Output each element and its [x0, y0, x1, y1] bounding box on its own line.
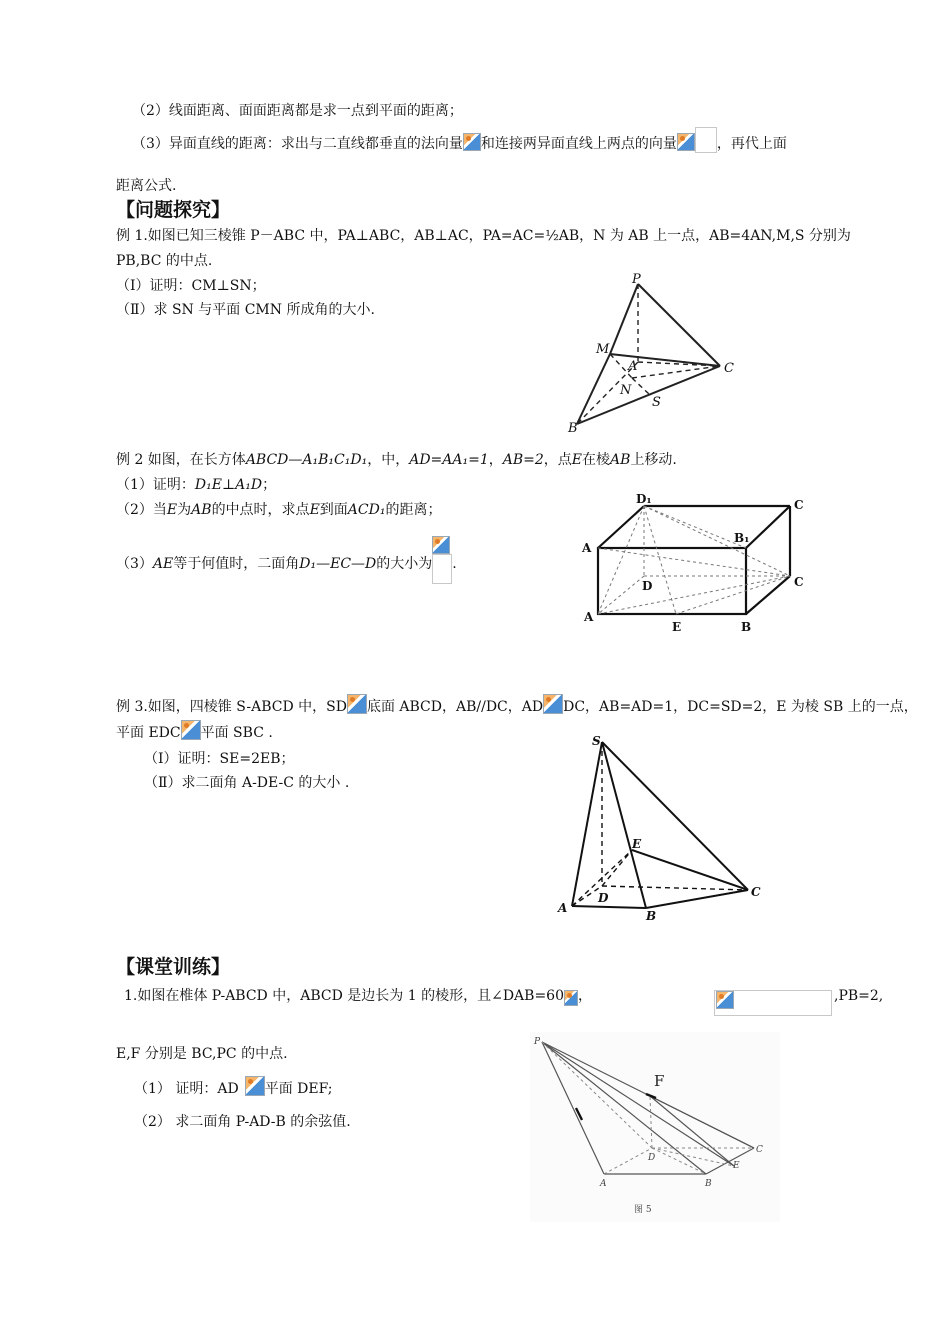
math-segment: E — [571, 452, 583, 468]
text-segment: 等于何值时，二面角 — [173, 556, 300, 572]
image-placeholder — [695, 127, 717, 153]
vertex-label: C — [794, 498, 804, 512]
broken-image-icon — [716, 991, 734, 1009]
math-segment: AD=AA₁=1 — [409, 452, 489, 468]
text-line — [116, 475, 276, 495]
section-title: 【课堂训练】 — [116, 956, 231, 978]
text-line: （Ⅱ）求二面角 A-DE-C 的大小 . — [144, 775, 350, 791]
math-segment: AB — [191, 502, 212, 518]
vertex-label: P — [534, 1037, 541, 1047]
text-line: E,F 分别是 BC,PC 的中点. — [116, 1046, 288, 1062]
broken-image-icon — [347, 694, 367, 714]
vertex-label: E — [672, 620, 682, 634]
text-line: 例 1.如图已知三棱锥 P－ABC 中，PA⊥ABC，AB⊥AC，PA=AC=½AB，N 为 AB 上一点，AB=4AN,M,S 分别为 — [116, 228, 851, 244]
text-segment: 为 — [177, 502, 192, 518]
figure-caption: 图 5 — [634, 1205, 652, 1215]
broken-image-icon — [181, 720, 201, 740]
text-segment: （3） — [116, 556, 153, 572]
vertex-label: D — [642, 579, 653, 593]
text-segment: 在棱 — [582, 452, 611, 468]
text-line: （Ⅱ）求 SN 与平面 CMN 所成角的大小. — [116, 302, 375, 318]
text-segment: 到面 — [319, 502, 348, 518]
text-segment: 例 3.如图，四棱锥 S-ABCD 中，SD — [116, 699, 347, 715]
text-segment: 上移动. — [630, 452, 677, 468]
text-segment: ； — [262, 477, 277, 493]
broken-image-icon — [543, 694, 563, 714]
text-line — [116, 694, 918, 717]
text-line: PB,BC 的中点. — [116, 253, 213, 269]
broken-image-icon — [677, 133, 695, 151]
text-segment: . — [452, 556, 457, 572]
text-line: （Ⅰ）证明：SE=2EB； — [144, 751, 295, 767]
math-segment: D₁E⊥A₁D — [194, 477, 263, 493]
broken-image-icon — [245, 1076, 265, 1096]
vertex-label: B — [646, 909, 657, 923]
text-segment: 和连接两异面直线上两点的向量 — [480, 136, 677, 152]
cuboid-figure — [578, 492, 818, 634]
vertex-label: S — [592, 734, 601, 748]
text-line: 距离公式. — [116, 178, 177, 194]
vertex-label: C — [794, 575, 804, 589]
text-segment: DC，AB=AD=1，DC=SD=2，E 为棱 SB 上的一点， — [563, 699, 918, 715]
text-segment: ， — [488, 452, 503, 468]
text-line — [116, 536, 457, 584]
text-segment: 平面 SBC . — [200, 725, 273, 741]
math-segment: AB=2 — [502, 452, 544, 468]
text-segment: 的距离； — [385, 502, 442, 518]
text-line: （2） 求二面角 P-AD-B 的余弦值. — [134, 1114, 351, 1130]
text-segment: ，再代上面 — [716, 136, 787, 152]
vertex-label: A — [628, 359, 638, 374]
vertex-label: D — [598, 891, 609, 905]
broken-image-icon — [463, 133, 481, 151]
vertex-label: B — [568, 421, 578, 436]
vertex-label: S — [652, 395, 661, 410]
text-line — [116, 450, 677, 470]
text-line: （Ⅰ）证明：CM⊥SN； — [116, 278, 266, 294]
vertex-label: F — [654, 1072, 665, 1090]
text-segment: （1）证明： — [116, 477, 195, 493]
broken-image-icon — [564, 990, 578, 1006]
vertex-label: E — [733, 1161, 740, 1171]
math-segment: AB — [610, 452, 631, 468]
text-line: ,PB=2, — [834, 988, 884, 1004]
text-line — [132, 127, 787, 154]
image-placeholder — [432, 536, 452, 584]
text-segment: 底面 ABCD，AB//DC，AD — [366, 699, 544, 715]
vertex-label: B — [705, 1179, 712, 1189]
math-segment: D₁—EC—D — [299, 556, 377, 572]
vertex-label: E — [632, 837, 642, 851]
text-segment: ，点 — [543, 452, 572, 468]
vertex-label: A — [558, 901, 568, 915]
text-line — [124, 986, 592, 1006]
text-segment: 的大小为 — [376, 556, 433, 572]
vertex-label: B₁ — [734, 531, 750, 545]
text-segment: 平面 DEF; — [264, 1081, 333, 1097]
math-segment: E — [309, 502, 320, 518]
text-segment: （3）异面直线的距离：求出与二直线都垂直的法向量 — [132, 136, 463, 152]
text-line: （2）线面距离、面面距离都是求一点到平面的距离； — [132, 103, 463, 119]
pyramid-figure-1 — [560, 270, 750, 440]
vertex-label: D — [648, 1153, 656, 1163]
text-segment: 平面 EDC — [116, 725, 181, 741]
text-segment: （1） 证明：AD — [134, 1081, 239, 1097]
image-placeholder — [714, 990, 832, 1016]
text-line — [116, 720, 273, 743]
math-segment: ACD₁ — [347, 502, 386, 518]
text-segment: 例 2 如图，在长方体 — [116, 452, 246, 468]
vertex-label: C — [724, 361, 734, 376]
math-segment: AE — [152, 556, 174, 572]
section-title: 【问题探究】 — [116, 199, 231, 221]
text-segment: （2）当 — [116, 502, 167, 518]
math-segment: ABCD—A₁B₁C₁D₁ — [245, 452, 368, 468]
broken-image-icon — [432, 536, 450, 554]
text-line — [116, 500, 441, 520]
vertex-label: C — [756, 1145, 763, 1155]
text-segment: ， — [578, 988, 592, 1004]
vertex-label: B — [741, 620, 752, 634]
vertex-label: M — [596, 342, 610, 357]
text-segment: ，中， — [367, 452, 410, 468]
math-segment: E — [166, 502, 178, 518]
vertex-label: A — [584, 610, 594, 624]
text-segment: 1.如图在椎体 P-ABCD 中，ABCD 是边长为 1 的棱形，且∠DAB=60 — [124, 988, 564, 1004]
image-frame — [432, 554, 452, 584]
pyramid-figure-3 — [530, 1032, 780, 1222]
vertex-label: A — [582, 541, 592, 555]
vertex-label: N — [620, 383, 632, 398]
vertex-label: D₁ — [636, 492, 652, 506]
vertex-label: A — [600, 1179, 607, 1189]
text-line — [134, 1076, 333, 1099]
vertex-label: P — [632, 272, 641, 287]
vertex-label: C — [751, 885, 761, 899]
pyramid-figure-2 — [552, 728, 772, 923]
text-segment: 的中点时，求点 — [211, 502, 310, 518]
